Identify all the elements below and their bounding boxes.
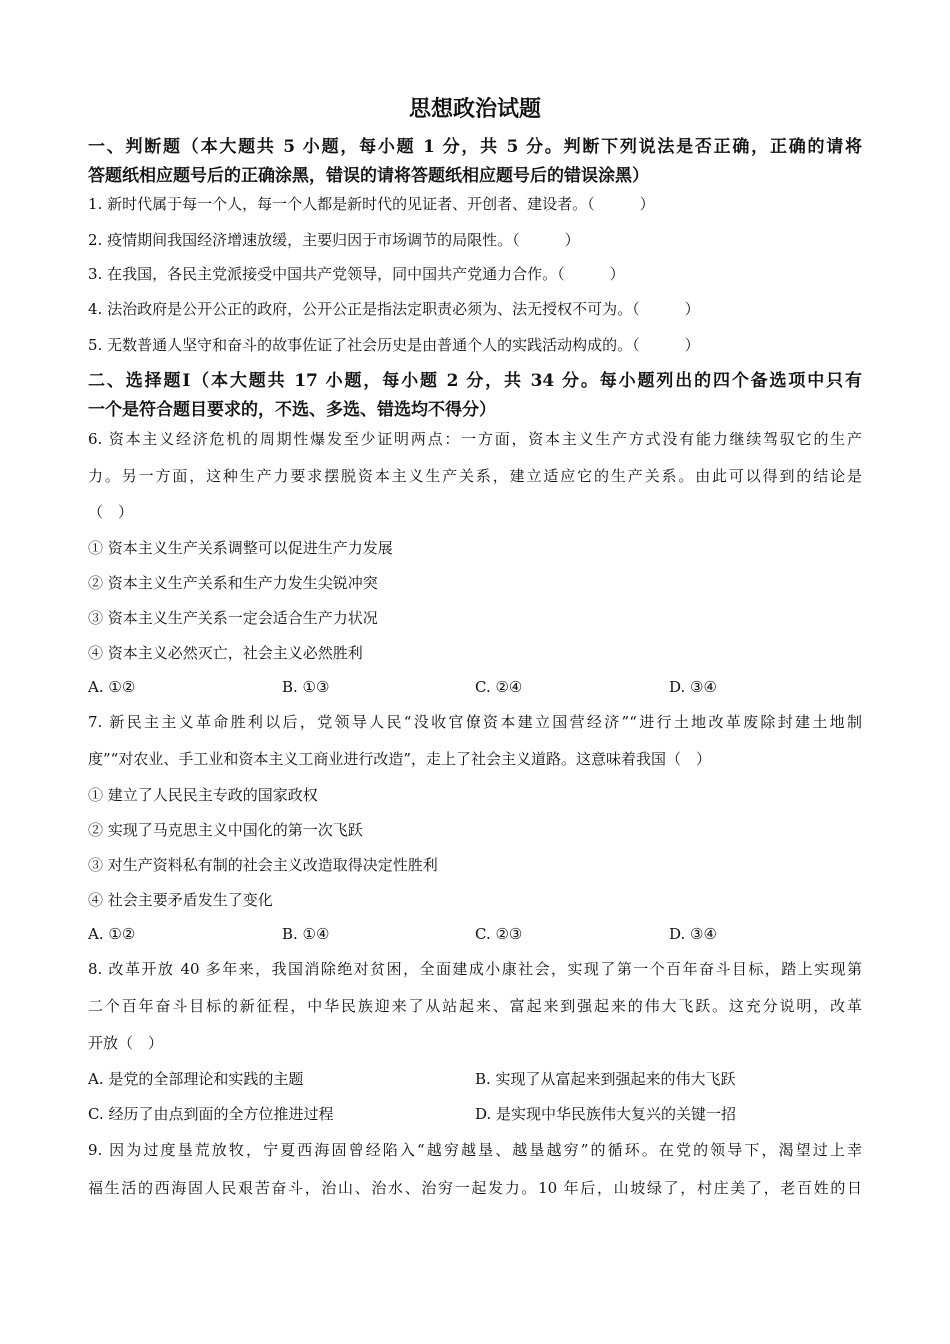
question-stem: 福生活的西海固人民艰苦奋斗，治山、治水、治穷一起发力。10 年后，山坡绿了，村庄美了，老百姓的日: [88, 1179, 862, 1197]
judgment-item: 4. 法治政府是公开公正的政府，公开公正是指法定职责必须为、法无授权不可为。（ ）: [88, 300, 700, 318]
question-stem: 7. 新民主主义革命胜利以后，党领导人民“没收官僚资本建立国营经济”“进行土地改革废除封建土地制: [88, 713, 862, 731]
question-stem: （ ）: [88, 503, 134, 521]
statement: ② 实现了马克思主义中国化的第一次飞跃: [88, 821, 363, 839]
question-stem: 8. 改革开放 40 多年来，我国消除绝对贫困，全面建成小康社会，实现了第一个百年奋斗目标，踏上实现第: [88, 960, 862, 978]
judgment-item: 5. 无数普通人坚守和奋斗的故事佐证了社会历史是由普通个人的实践活动构成的。（ ）: [88, 336, 700, 354]
judgment-item: 2. 疫情期间我国经济增速放缓，主要归因于市场调节的局限性。（ ）: [88, 231, 580, 249]
page-title: 思想政治试题: [408, 96, 541, 122]
statement: ④ 资本主义必然灭亡，社会主义必然胜利: [88, 644, 363, 662]
choice-a: A. ①②: [88, 678, 136, 696]
question-stem: 开放（ ）: [88, 1034, 164, 1052]
section1-heading-line: 答题纸相应题号后的正确涂黑，错误的请将答题纸相应题号后的错误涂黑）: [88, 166, 649, 186]
question-stem: 6. 资本主义经济危机的周期性爆发至少证明两点：一方面，资本主义生产方式没有能力继续驾驭它的生产: [88, 430, 862, 448]
statement: ① 资本主义生产关系调整可以促进生产力发展: [88, 539, 393, 557]
section2-heading-line: 一个是符合题目要求的，不选、多选、错选均不得分）: [88, 400, 496, 420]
choice-c: C. ②③: [475, 925, 523, 943]
choice-d: D. ③④: [669, 678, 717, 696]
section1-heading-line: 一、判断题（本大题共 5 小题，每小题 1 分，共 5 分。判断下列说法是否正确，正确的请将: [88, 137, 862, 156]
question-stem: 9. 因为过度垦荒放牧，宁夏西海固曾经陷入“越穷越垦、越垦越穷”的循环。在党的领导下，渴望过上幸: [88, 1141, 862, 1159]
choice-c: C. 经历了由点到面的全方位推进过程: [88, 1105, 334, 1123]
statement: ① 建立了人民民主专政的国家政权: [88, 786, 318, 804]
judgment-item: 3. 在我国，各民主党派接受中国共产党领导，同中国共产党通力合作。（ ）: [88, 265, 625, 283]
choice-b: B. ①③: [282, 678, 330, 696]
question-stem: 度”“对农业、手工业和资本主义工商业进行改造”，走上了社会主义道路。这意味着我国（ ）: [88, 750, 712, 768]
section2-heading-line: 二、选择题Ⅰ（本大题共 17 小题，每小题 2 分，共 34 分。每小题列出的四个备选项中只有: [88, 371, 862, 390]
statement: ③ 资本主义生产关系一定会适合生产力状况: [88, 609, 378, 627]
question-stem: 二个百年奋斗目标的新征程，中华民族迎来了从站起来、富起来到强起来的伟大飞跃。这充分说明，改革: [88, 997, 862, 1015]
choice-b: B. 实现了从富起来到强起来的伟大飞跃: [475, 1070, 736, 1088]
question-stem: 力。另一方面，这种生产力要求摆脱资本主义生产关系，建立适应它的生产关系。由此可以得到的结论是: [88, 467, 862, 485]
choice-c: C. ②④: [475, 678, 523, 696]
statement: ④ 社会主要矛盾发生了变化: [88, 891, 273, 909]
choice-a: A. 是党的全部理论和实践的主题: [88, 1070, 304, 1088]
choice-d: D. 是实现中华民族伟大复兴的关键一招: [475, 1105, 737, 1123]
statement: ③ 对生产资料私有制的社会主义改造取得决定性胜利: [88, 856, 438, 874]
statement: ② 资本主义生产关系和生产力发生尖锐冲突: [88, 574, 378, 592]
judgment-item: 1. 新时代属于每一个人，每一个人都是新时代的见证者、开创者、建设者。（ ）: [88, 195, 655, 213]
choice-d: D. ③④: [669, 925, 717, 943]
choice-a: A. ①②: [88, 925, 136, 943]
choice-b: B. ①④: [282, 925, 330, 943]
